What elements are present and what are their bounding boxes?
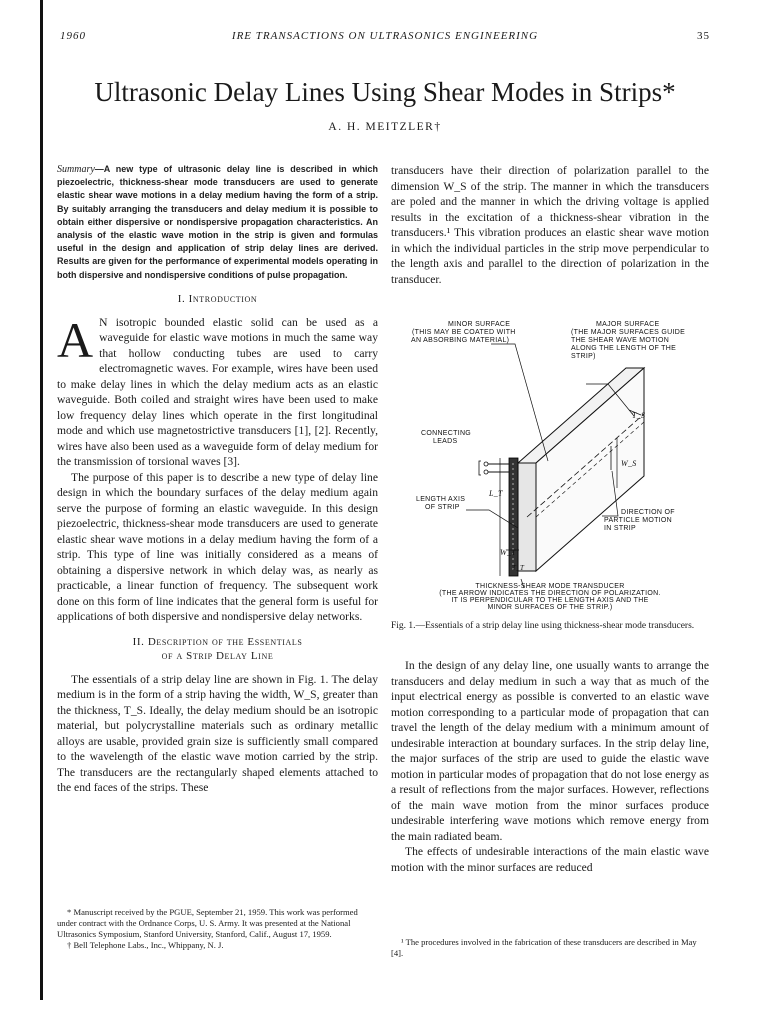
page-spine-edge — [40, 0, 43, 1000]
right-paragraph-2: The effects of undesirable interactions of the main elastic wave motion with the minor surfaces are reduced — [391, 845, 709, 874]
label-minor-surface: MINOR SURFACE — [448, 321, 511, 328]
summary-label: Summary — [57, 164, 95, 175]
footnote-star: * Manuscript received by the PGUE, September 21, 1959. This work was performed under contract with the Ordnance Corps, U. S. Army. It was presented at the National Ultrasonics Symposium, Stanford University, Stanford, Calif., August 17, 1959. — [57, 907, 358, 939]
paper-title: Ultrasonic Delay Lines Using Shear Modes in Strips* — [94, 77, 676, 107]
label-major-surface-l5: STRIP) — [571, 353, 596, 360]
section-1-number: I. — [177, 292, 186, 305]
label-ts: T_S — [632, 411, 646, 420]
summary-text: —A new type of ultrasonic delay line is described in which piezoelectric, thickness-shear mode transducers are used to generate elastic shear wave motions in a delay medium having the form of a strip. By suitably arranging the transducers and delay medium it is possible to obtain either dispersive or nondispersive propagation characteristics. An analysis of the elastic wave motion in the strip is given and formulas useful in the design and application of strip delay lines are derived. Results are given for the performance of experimental models operating in both dispersive and nondispersive conditions of pulse propagation. — [57, 164, 378, 280]
label-transducer-l2: (THE ARROW INDICATES THE DIRECTION OF POLARIZATION. — [439, 590, 661, 597]
left-footnotes — [57, 907, 378, 951]
author-line: A. H. MEITZLER† — [328, 121, 442, 133]
running-header — [60, 30, 710, 48]
strip-delay-line-illustration — [391, 318, 709, 615]
leads-bracket — [479, 461, 481, 475]
section-2-heading-line-1: II. Description of the Essentials — [132, 635, 303, 648]
label-connecting-leads: CONNECTING — [421, 430, 472, 437]
label-major-surface-l3: THE SHEAR WAVE MOTION — [571, 337, 670, 344]
label-wt: W_T — [500, 548, 517, 557]
section-1-paragraph-1 — [57, 311, 378, 470]
label-direction: DIRECTION OF — [621, 509, 675, 516]
label-direction-l3: IN STRIP — [604, 525, 636, 532]
right-column-top-text: transducers have their direction of polarization parallel to the dimension W_S of the strip. The manner in which the transducers are poled and the manner in which the driving voltage is applied results in the excitation of a thickness-shear vibration in the transducers.¹ This vibration produces an elastic shear wave motion in which the individual particles in the strip move perpendicular to the length axis and parallel to the direction of polarization in the transducer. — [391, 164, 709, 286]
figure-1-diagram — [391, 318, 709, 615]
connecting-leads — [486, 464, 509, 472]
header-page-number: 35 — [697, 30, 710, 42]
footnote-1: ¹ The procedures involved in the fabrication of these transducers are described in May [4]. — [391, 937, 697, 958]
right-paragraph-1: In the design of any delay line, one usually wants to arrange the transducers and delay medium in such a way that as much of the input electrical energy as possible is converted to an elastic wave motion corresponding to a particular mode of propagation that can travel the length of the delay medium with a minimum amount of undesirable interaction at boundary surfaces. In the strip delay line, the major surfaces of the strip are used to guide the elastic wave motion in particular modes of propagation that do not lose energy as a result of reflections from the major surfaces. However, reflections of the main wave motion from the minor surfaces produce undesirable interfering wave motions which remove energy from the main radiated beam. — [391, 659, 709, 843]
summary-abstract — [57, 163, 378, 282]
label-transducer-l3: IT IS PERPENDICULAR TO THE LENGTH AXIS AND THE — [451, 597, 649, 604]
section-1-paragraph-1-text: N isotropic bounded elastic solid can be used as a waveguide for elastic wave motions in much the same way that hollow conducting tubes are used to carry electromagnetic waves. For example, wires have been used to make delay lines in which the delay medium acts as an elastic waveguide. Both coiled and straight wires have been used to make low frequency delay lines which operate in the first longitudinal mode and which use magnetostrictive transducers [1], [2]. Recently, wires have also been used as a waveguide form of delay medium for the transmission of torsional waves [3]. — [57, 315, 378, 469]
lead-terminal-2 — [484, 470, 488, 474]
right-column-bottom-text — [391, 658, 709, 875]
footnote-dagger: † Bell Telephone Labs., Inc., Whippany, N. J. — [67, 940, 224, 950]
label-length-axis-l2: OF STRIP — [425, 504, 460, 511]
caption-text: —Essentials of a strip delay line using thickness-shear mode transducers. — [415, 621, 695, 631]
label-major-surface: MAJOR SURFACE — [596, 321, 660, 328]
right-footnote — [391, 937, 709, 959]
section-2-heading — [57, 635, 378, 663]
leader-minor-surface — [491, 344, 548, 461]
drop-cap: A — [57, 311, 94, 368]
label-transducer-l4: MINOR SURFACES OF THE STRIP.) — [487, 604, 613, 611]
label-minor-surface-l3: AN ABSORBING MATERIAL) — [411, 337, 510, 344]
caption-label: Fig. 1. — [391, 621, 416, 631]
label-tt: T_T — [512, 564, 525, 572]
left-column — [57, 163, 378, 796]
label-major-surface-l2: (THE MAJOR SURFACES GUIDE — [571, 329, 686, 336]
label-lt: L_T — [489, 489, 503, 498]
figure-1-caption — [391, 620, 709, 632]
section-2-heading-line-2: of a Strip Delay Line — [161, 649, 274, 662]
label-connecting-leads-l2: LEADS — [433, 438, 458, 445]
label-ws: W_S — [621, 459, 637, 468]
header-journal: IRE TRANSACTIONS ON ULTRASONICS ENGINEERING — [231, 30, 539, 42]
thickness-shear-transducer — [509, 458, 518, 576]
section-1-title: Introduction — [188, 292, 258, 305]
section-2-paragraph-1: The essentials of a strip delay line are shown in Fig. 1. The delay medium is in the form of a strip having the width, W_S, greater than the thickness, T_S. Ideally, the delay medium should be an isotropic material, but polycrystalline materials such as ordinary metallic alloys are usable, provided grain size is sufficiently small compared to the wavelength of the elastic wave motion carried by the strip. The transducers are the rectangularly shaped elements attached to the end faces of the strips. These — [57, 672, 378, 795]
section-1-heading — [57, 292, 378, 306]
section-1-paragraph-2: The purpose of this paper is to describe a new type of delay line design in which the boundary surfaces of the delay medium again serve the purpose of forming an elastic waveguide. In this design piezoelectric, thickness-shear mode transducers are used to generate elastic shear wave motions in a delay medium having the form of a strip. This type of line was initially considered as a means of obtaining a dispersive network in which delay was, as nearly as practicable, a linear function of frequency. The subsequent work done on this form of line indicates that the general form is useful for applications of both dispersive and nondispersive delay networks. — [57, 470, 378, 624]
label-major-surface-l4: ALONG THE LENGTH OF THE — [571, 345, 677, 352]
label-minor-surface-l2: (THIS MAY BE COATED WITH — [412, 329, 516, 336]
label-length-axis: LENGTH AXIS — [416, 496, 466, 503]
label-direction-l2: PARTICLE MOTION — [604, 517, 673, 524]
label-transducer: THICKNESS-SHEAR MODE TRANSDUCER — [475, 583, 625, 590]
lead-terminal-1 — [484, 462, 488, 466]
header-year: 1960 — [60, 30, 86, 42]
